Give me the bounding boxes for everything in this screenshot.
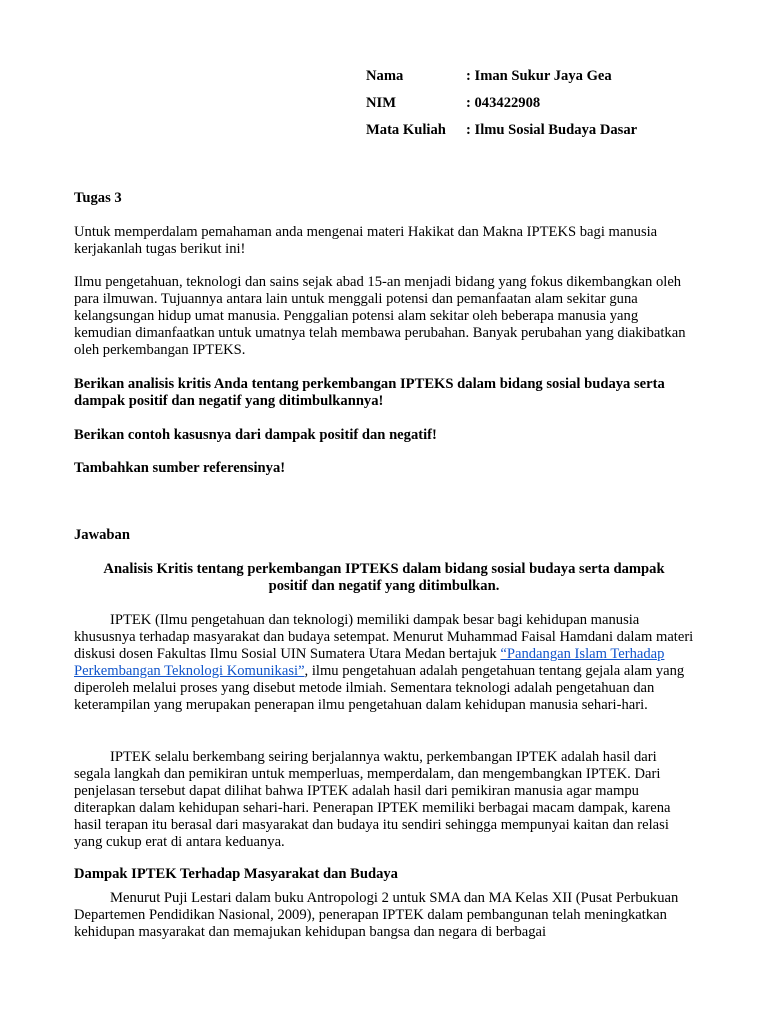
identity-row-nim — [366, 95, 637, 122]
answer-paragraph-2: IPTEK selalu berkembang seiring berjalannya waktu, perkembangan IPTEK adalah hasil dari segala langkah dan pemikiran untuk memperluas, memperdalam, dan mengembangkan IPTEK. Dari penjelasan tersebut dapat dilihat bahwa IPTEK adalah hasil dari pemikiran manusia agar mampu diterapkan dalam kehidupan sehari-hari. Penerapan IPTEK memiliki berbagai macam dampak, karena hasil terapan itu berasal dari masyarakat dan budaya itu sendiri sehingga mempunyai kaitan dan relasi yang cukup erat di antara keduanya. — [74, 749, 671, 850]
identity-row-course — [366, 122, 637, 149]
answer-label: Jawaban — [74, 527, 130, 543]
identity-label: Nama — [366, 68, 404, 84]
paragraph-text: IPTEK (Ilmu pengetahuan dan teknologi) memiliki dampak besar bagi kehidupan manusia khususnya terhadap masyarakat dan budaya setempat. Menurut Muhammad Faisal Hamdani dalam materi diskusi dosen Fakultas Ilmu Sosial UIN Sumatera Utara Medan bertajuk — [74, 612, 694, 662]
identity-label: NIM — [366, 95, 396, 111]
identity-label: Mata Kuliah — [366, 122, 446, 138]
identity-value: : Iman Sukur Jaya Gea — [466, 68, 612, 84]
task-question-2: Berikan contoh kasusnya dari dampak positif dan negatif! — [74, 427, 437, 443]
task-question-1: Berikan analisis kritis Anda tentang perkembangan IPTEKS dalam bidang sosial budaya serta dampak positif dan negatif yang ditimbulkannya! — [74, 376, 665, 409]
reference-link[interactable]: “Pandangan Islam Terhadap Perkembangan Teknologi Komunikasi” — [74, 646, 665, 679]
identity-value: : 043422908 — [466, 95, 541, 111]
answer-paragraph-3: Menurut Puji Lestari dalam buku Antropologi 2 untuk SMA dan MA Kelas XII (Pusat Perbukuan Departemen Pendidikan Nasional, 2009), penerapan IPTEK dalam pembangunan telah meningkatkan kehidupan masyarakat dan memajukan kehidupan bangsa dan negara di berbagai — [74, 890, 679, 940]
identity-row-name — [366, 68, 637, 95]
identity-value: : Ilmu Sosial Budaya Dasar — [466, 122, 638, 138]
task-question-3: Tambahkan sumber referensinya! — [74, 460, 286, 476]
answer-heading: Analisis Kritis tentang perkembangan IPTEKS dalam bidang sosial budaya serta dampak positif dan negatif yang ditimbulkan. — [103, 561, 665, 594]
task-context: Ilmu pengetahuan, teknologi dan sains sejak abad 15-an menjadi bidang yang fokus dikembangkan oleh para ilmuwan. Tujuannya antara lain untuk menggali potensi dan pemanfaatan alam sekitar guna kelangsungan hidup umat manusia. Penggalian potensi alam sekitar oleh beberapa manusia yang kemudian dimanfaatkan untuk umatnya telah membawa perubahan. Banyak perubahan yang diakibatkan oleh perkembangan IPTEKS. — [74, 274, 686, 358]
answer-subheading: Dampak IPTEK Terhadap Masyarakat dan Budaya — [74, 866, 398, 882]
student-identity — [366, 68, 637, 149]
paragraph-text: , ilmu pengetahuan adalah pengetahuan tentang gejala alam yang diperoleh melalui proses yang disebut metode ilmiah. Sementara teknologi adalah pengetahuan dan keterampilan yang merupakan penerapan ilmu pengetahuan dalam kehidupan manusia sehari-hari. — [74, 663, 685, 713]
answer-paragraph-1 — [74, 612, 694, 714]
task-intro: Untuk memperdalam pemahaman anda mengenai materi Hakikat dan Makna IPTEKS bagi manusia kerjakanlah tugas berikut ini! — [74, 224, 658, 257]
task-title: Tugas 3 — [74, 190, 122, 206]
